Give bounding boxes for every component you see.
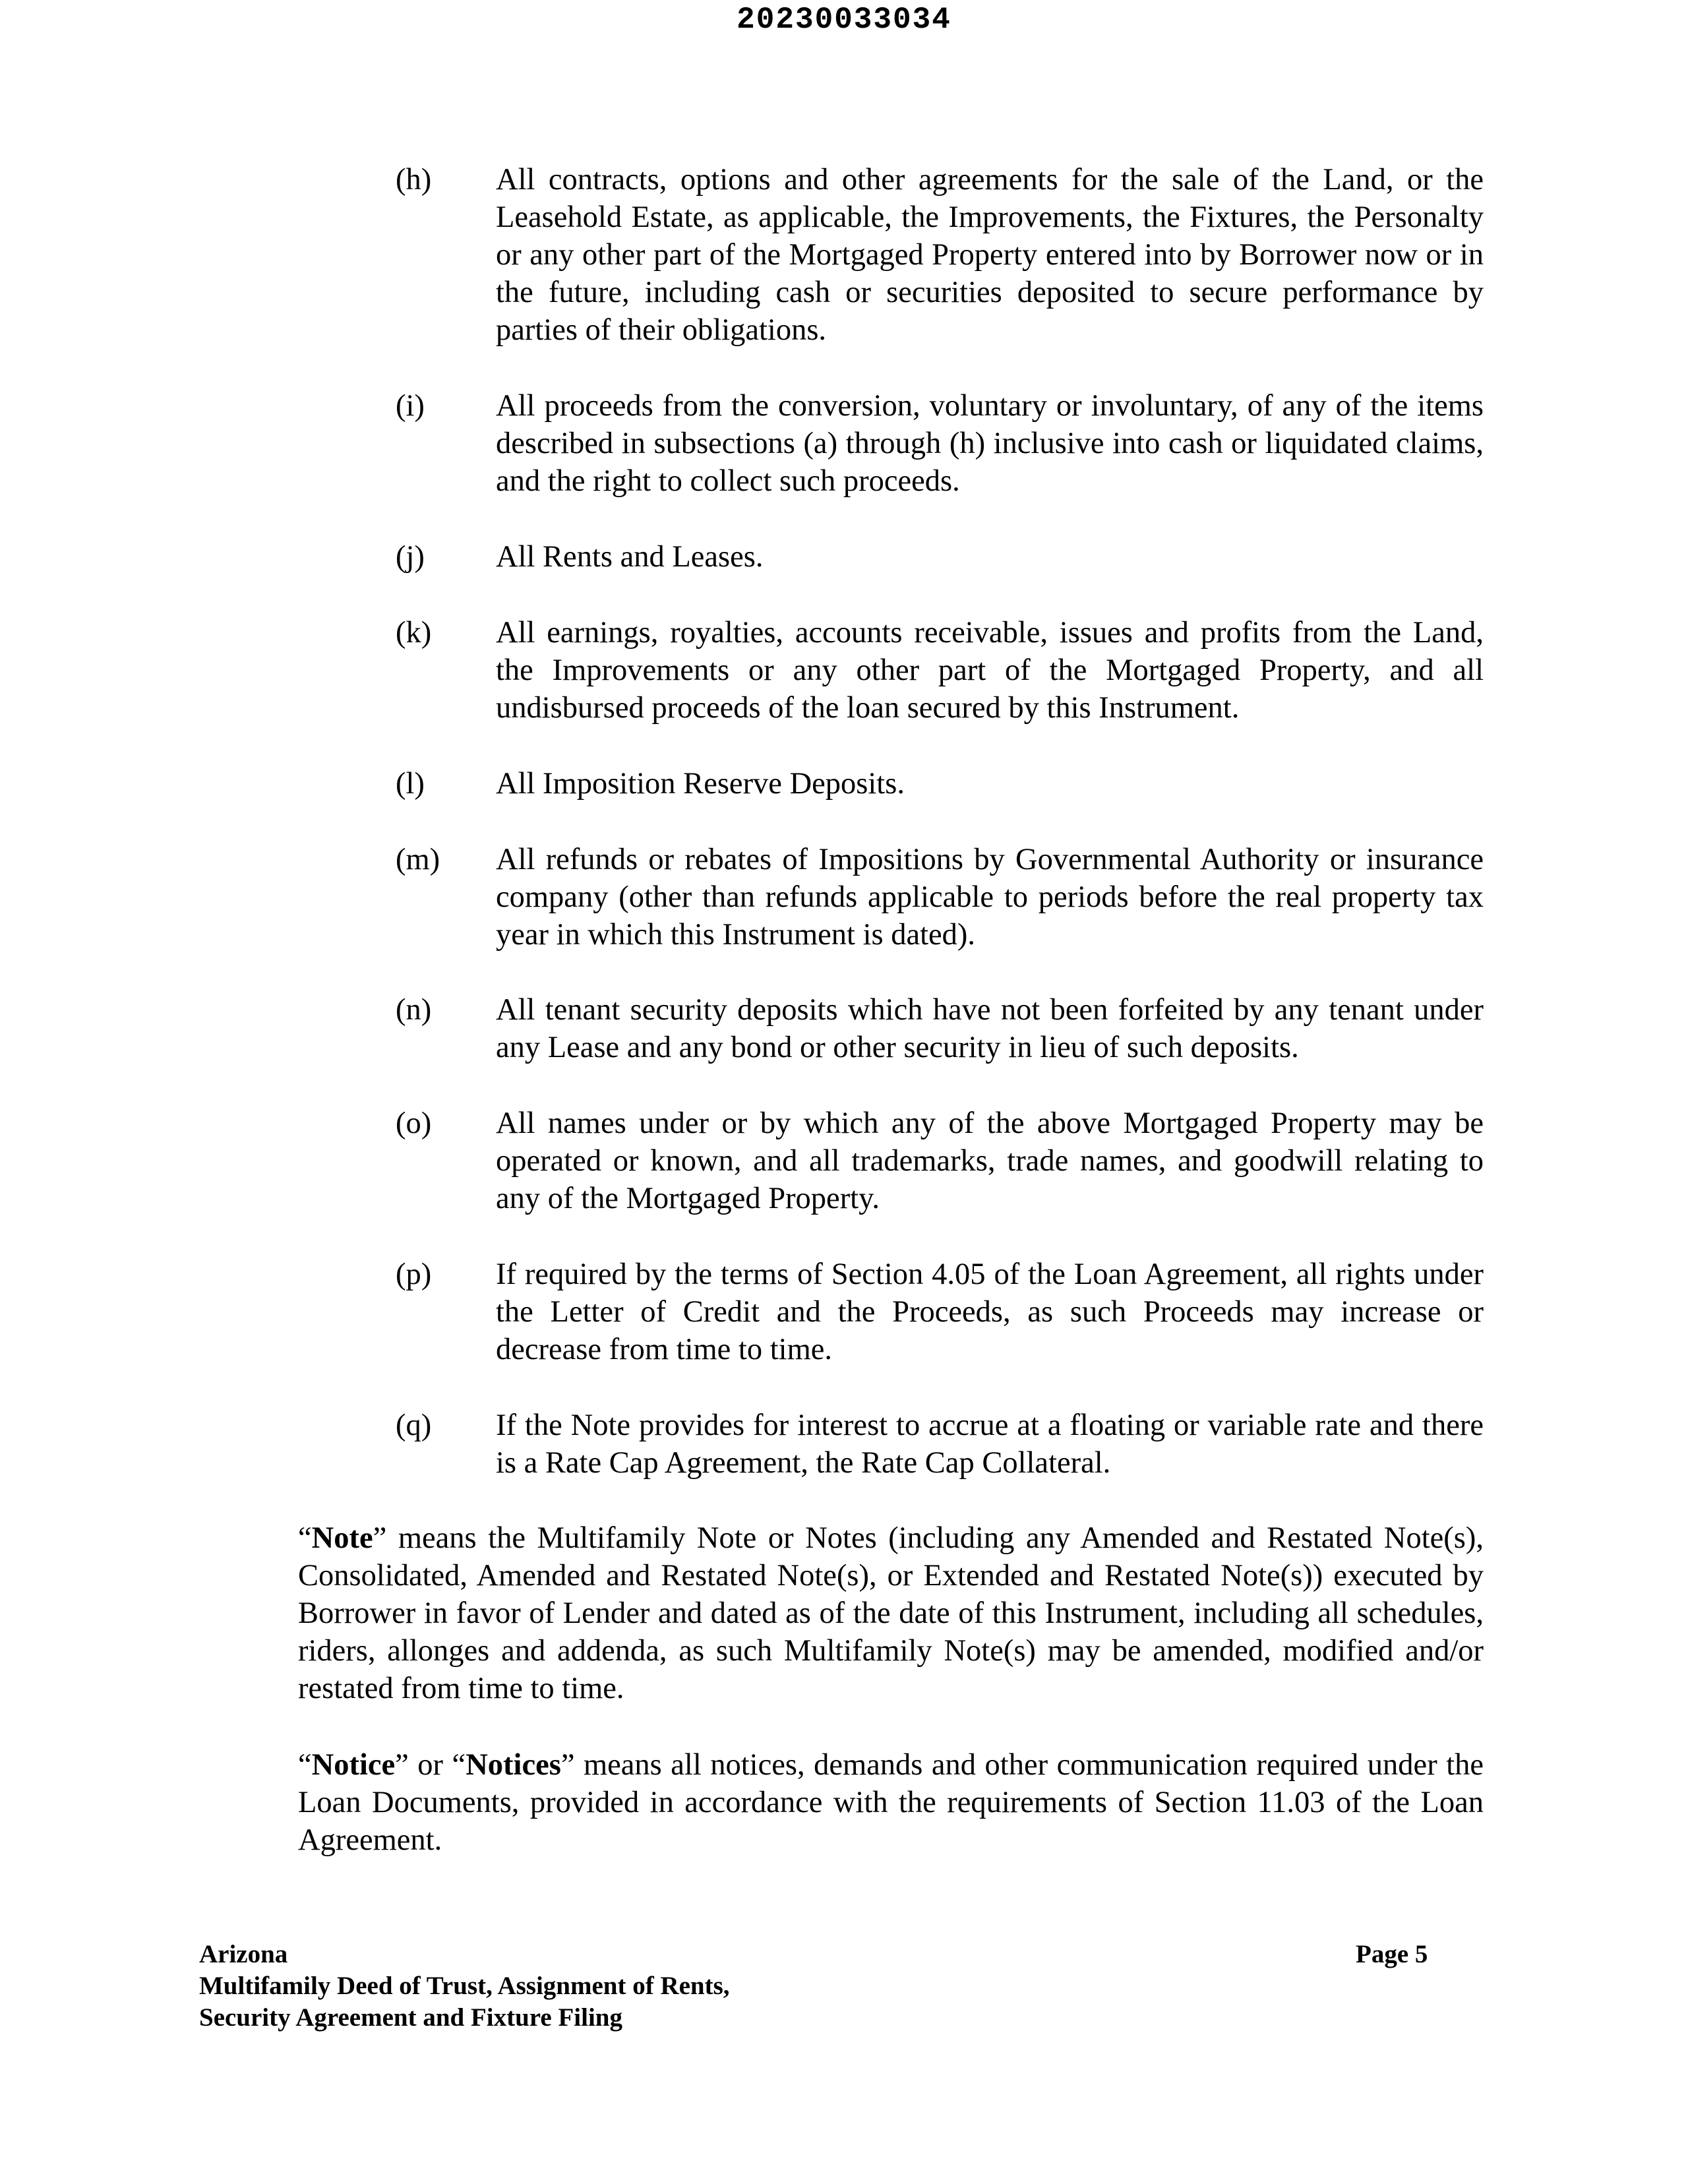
item-text: All earnings, royalties, accounts receivable, issues and profits from the Land, the Improvements or any other part of the Mortgaged Property, and all undisbursed proceeds of the loan secured by this Instrument. <box>496 616 1484 725</box>
item-text: All names under or by which any of the above Mortgaged Property may be operated or known, and all trademarks, trade names, and goodwill relating to any of the Mortgaged Property. <box>496 1107 1484 1215</box>
definition-body: means the Multifamily Note or Notes (including any Amended and Restated Note(s), Consolidated, Amended and Restated Note(s), or Extended and Restated Note(s)) executed by Borrower in favor of Lender and dated as of the date of this Instrument, including all schedules, riders, allonges and addenda, as such Multifamily Note(s) may be amended, modified and/or restated from time to time. <box>298 1521 1484 1705</box>
item-text: If required by the terms of Section 4.05 of the Loan Agreement, all rights under the Letter of Credit and the Proceeds, as such Proceeds may increase or decrease from time to time. <box>496 1258 1484 1366</box>
item-text: All refunds or rebates of Impositions by Governmental Authority or insurance company (other than refunds applicable to periods before the real property tax year in which this Instrument is dated). <box>496 843 1484 952</box>
item-label: (j) <box>396 540 425 574</box>
note-definition <box>298 1519 1484 1707</box>
list-item-i <box>396 387 1484 500</box>
list-item-m <box>396 841 1484 954</box>
quote-or-quote: ” or “ <box>395 1748 466 1782</box>
item-text: All contracts, options and other agreements for the sale of the Land, or the Leasehold Estate, as applicable, the Improvements, the Fixtures, the Personalty or any other part of the Mortgaged Property entered into by Borrower now or in the future, including cash or securities deposited to secure performance by parties of their obligations. <box>496 163 1484 347</box>
item-label: (m) <box>396 843 440 876</box>
footer-state: Arizona <box>199 1940 288 1968</box>
item-label: (k) <box>396 616 432 650</box>
footer-document-title <box>199 1939 730 2034</box>
item-label: (o) <box>396 1107 432 1140</box>
page-number: Page 5 <box>1356 1940 1428 1968</box>
list-item-o <box>396 1105 1484 1217</box>
footer-title-line-2: Security Agreement and Fixture Filing <box>199 2003 622 2032</box>
list-item-p <box>396 1256 1484 1368</box>
item-text: All Rents and Leases. <box>496 540 764 574</box>
list-item-l <box>396 765 1484 803</box>
defined-term-notice: Notice <box>311 1748 396 1782</box>
close-quote: ” <box>373 1521 387 1555</box>
list-item-j <box>396 538 1484 576</box>
item-text: All tenant security deposits which have not been forfeited by any tenant under any Lease and any bond or other security in lieu of such deposits. <box>496 993 1484 1064</box>
open-quote: “ <box>298 1521 312 1555</box>
defined-term-notices: Notices <box>466 1748 561 1782</box>
item-text: If the Note provides for interest to accrue at a floating or variable rate and there is a Rate Cap Agreement, the Rate Cap Collateral. <box>496 1409 1484 1480</box>
item-label: (i) <box>396 389 425 423</box>
item-text: All proceeds from the conversion, voluntary or involuntary, of any of the items described in subsections (a) through (h) inclusive into cash or liquidated claims, and the right to collect such proceeds. <box>496 389 1484 498</box>
recording-number: 20230033034 <box>737 3 951 37</box>
item-label: (l) <box>396 767 425 801</box>
footer-title-line-1: Multifamily Deed of Trust, Assignment of Rents, <box>199 1972 730 2000</box>
list-item-q <box>396 1407 1484 1482</box>
open-quote: “ <box>298 1748 312 1782</box>
item-label: (n) <box>396 993 432 1027</box>
notice-definition <box>298 1746 1484 1859</box>
item-label: (q) <box>396 1409 432 1442</box>
item-text: All Imposition Reserve Deposits. <box>496 767 905 801</box>
item-label: (h) <box>396 163 432 197</box>
list-item-n <box>396 991 1484 1066</box>
item-label: (p) <box>396 1258 432 1291</box>
list-item-k <box>396 614 1484 727</box>
definition-body: means all notices, demands and other communication required under the Loan Documents, provided in accordance with the requirements of Section 11.03 of the Loan Agreement. <box>298 1748 1484 1857</box>
defined-term-note: Note <box>311 1521 373 1555</box>
close-quote: ” <box>560 1748 575 1782</box>
list-item-h <box>396 161 1484 349</box>
